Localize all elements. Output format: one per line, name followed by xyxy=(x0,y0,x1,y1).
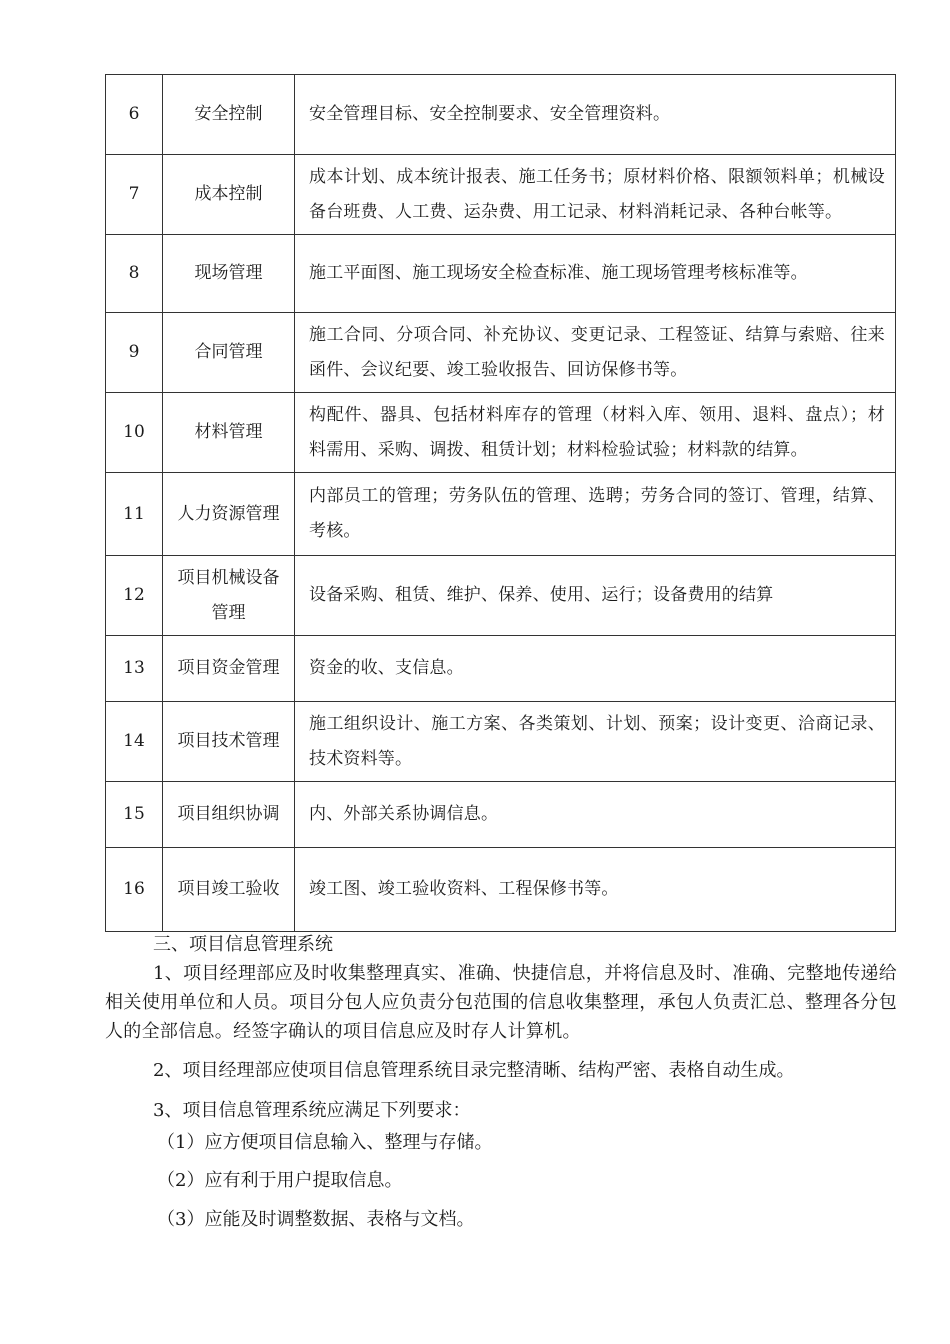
row-content: 内、外部关系协调信息。 xyxy=(295,782,896,848)
row-category: 成本控制 xyxy=(163,155,295,235)
table-row xyxy=(106,235,896,313)
row-number: 15 xyxy=(106,782,163,848)
row-number: 14 xyxy=(106,702,163,782)
row-number: 9 xyxy=(106,313,163,393)
row-category: 人力资源管理 xyxy=(163,473,295,556)
row-content: 内部员工的管理；劳务队伍的管理、选聘；劳务合同的签订、管理，结算、考核。 xyxy=(295,473,896,556)
table-row xyxy=(106,393,896,473)
table-row xyxy=(106,636,896,702)
row-content: 设备采购、租赁、维护、保养、使用、运行；设备费用的结算 xyxy=(295,556,896,636)
row-category: 合同管理 xyxy=(163,313,295,393)
requirement-item-1: （1）应方便项目信息输入、整理与存储。 xyxy=(157,1132,493,1153)
row-category: 项目竣工验收 xyxy=(163,848,295,932)
row-content: 竣工图、竣工验收资料、工程保修书等。 xyxy=(295,848,896,932)
row-category: 安全控制 xyxy=(163,75,295,155)
row-content: 构配件、器具、包括材料库存的管理（材料入库、领用、退料、盘点）；材料需用、采购、调拨、租赁计划；材料检验试验；材料款的结算。 xyxy=(295,393,896,473)
row-category: 项目机械设备管理 xyxy=(163,556,295,636)
row-category: 项目资金管理 xyxy=(163,636,295,702)
requirement-item-3: （3）应能及时调整数据、表格与文档。 xyxy=(157,1209,475,1230)
section-heading: 三、项目信息管理系统 xyxy=(153,934,333,955)
row-content: 资金的收、支信息。 xyxy=(295,636,896,702)
row-number: 7 xyxy=(106,155,163,235)
table-row xyxy=(106,473,896,556)
row-number: 8 xyxy=(106,235,163,313)
row-content: 成本计划、成本统计报表、施工任务书；原材料价格、限额领料单；机械设备台班费、人工费、运杂费、用工记录、材料消耗记录、各种台帐等。 xyxy=(295,155,896,235)
table-row xyxy=(106,313,896,393)
row-content: 施工组织设计、施工方案、各类策划、计划、预案；设计变更、洽商记录、技术资料等。 xyxy=(295,702,896,782)
row-number: 11 xyxy=(106,473,163,556)
row-number: 12 xyxy=(106,556,163,636)
table-row xyxy=(106,155,896,235)
table-row xyxy=(106,782,896,848)
row-content: 安全管理目标、安全控制要求、安全管理资料。 xyxy=(295,75,896,155)
table-row xyxy=(106,556,896,636)
paragraph-1: 1、项目经理部应及时收集整理真实、准确、快捷信息，并将信息及时、准确、完整地传递给相关使用单位和人员。项目分包人应负责分包范围的信息收集整理，承包人负责汇总、整理各分包人的全部信息。经签字确认的项目信息应及时存人计算机。 xyxy=(105,963,897,1042)
paragraph-2: 2、项目经理部应使项目信息管理系统目录完整清晰、结构严密、表格自动生成。 xyxy=(153,1060,795,1081)
row-content: 施工合同、分项合同、补充协议、变更记录、工程签证、结算与索赔、往来函件、会议纪要、竣工验收报告、回访保修书等。 xyxy=(295,313,896,393)
paragraph-3: 3、项目信息管理系统应满足下列要求： xyxy=(153,1100,471,1121)
row-category: 现场管理 xyxy=(163,235,295,313)
row-category: 项目技术管理 xyxy=(163,702,295,782)
row-category: 项目组织协调 xyxy=(163,782,295,848)
row-number: 6 xyxy=(106,75,163,155)
row-number: 13 xyxy=(106,636,163,702)
table-row xyxy=(106,75,896,155)
row-category: 材料管理 xyxy=(163,393,295,473)
row-number: 10 xyxy=(106,393,163,473)
table-row xyxy=(106,702,896,782)
row-content: 施工平面图、施工现场安全检查标准、施工现场管理考核标准等。 xyxy=(295,235,896,313)
table-row xyxy=(106,848,896,932)
row-number: 16 xyxy=(106,848,163,932)
info-content-table xyxy=(105,74,896,932)
requirement-item-2: （2）应有利于用户提取信息。 xyxy=(157,1170,403,1191)
